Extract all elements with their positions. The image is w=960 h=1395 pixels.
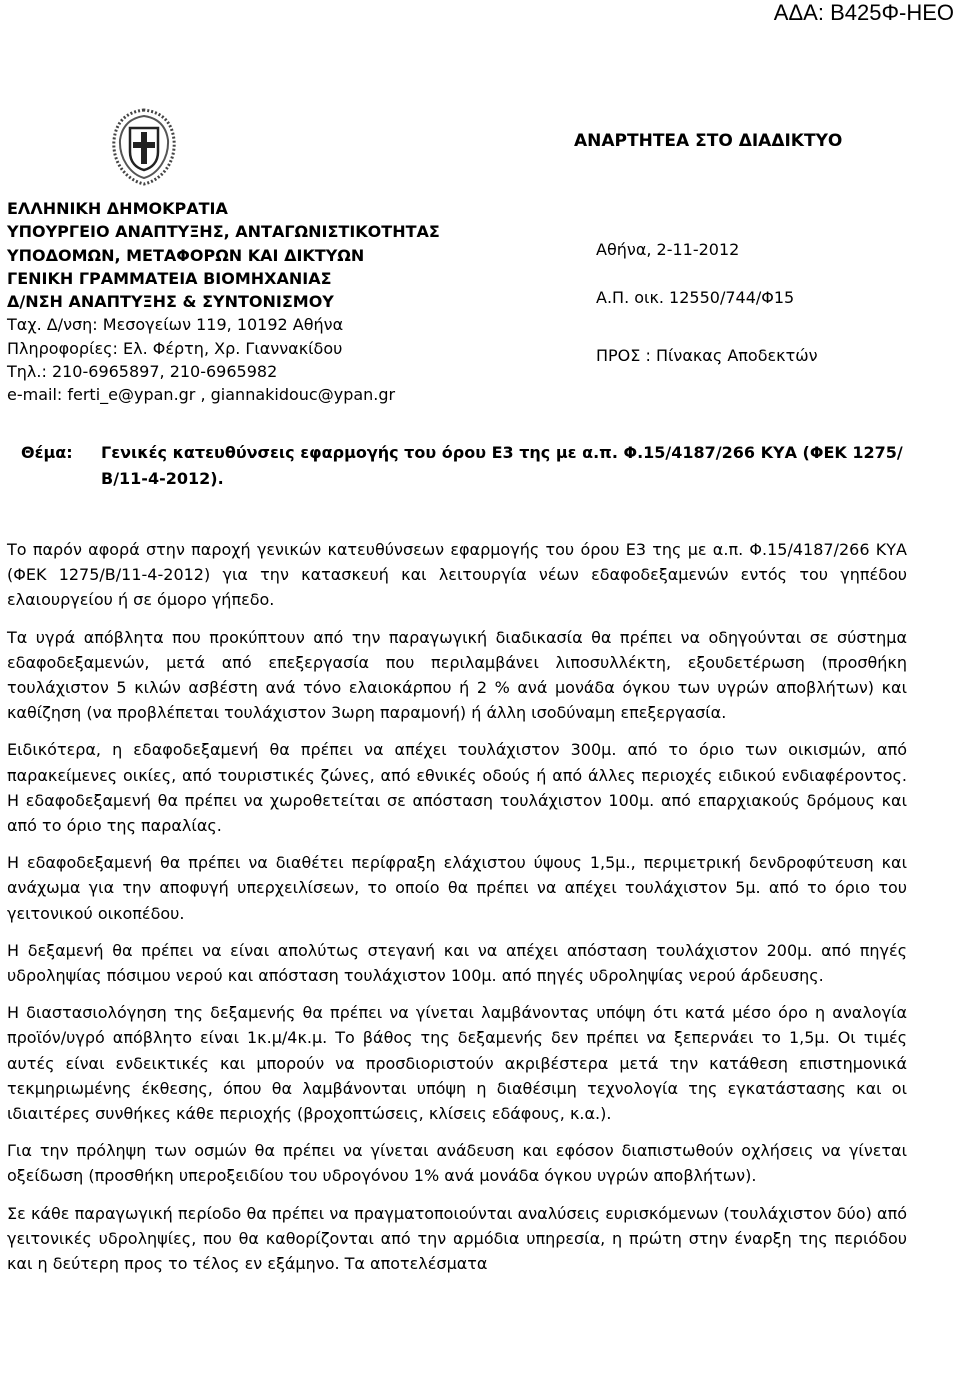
body-paragraph: Τα υγρά απόβλητα που προκύπτουν από την παραγωγική διαδικασία θα πρέπει να οδηγούνται σε σύστημα εδαφοδεξαμενών, μετά από επεξεργασία που περιλαμβάνει λιποσυλλέκτη, εξουδετέρωση (προσθήκη τουλάχιστον 5 κιλών ασβέστη ανά τόνο ελαιοκάρπου ή 2 % ανά μονάδα όγκου των υγρών αποβλήτων) και καθίζηση (να προβλέπεται τουλάχιστον 3ωρη παραμονή) ή άλλη ισοδύναμη επεξεργασία.	[7, 627, 907, 723]
contact-line: Πληροφορίες: Ελ. Φέρτη, Χρ. Γιαννακίδου	[7, 338, 343, 358]
body-paragraph: Ειδικότερα, η εδαφοδεξαμενή θα πρέπει να απέχει τουλάχιστον 300μ. από το όριο των οικισμών, από παρακείμενες οικίες, από τουριστικές ζώνες, από εθνικές οδούς ή από άλλες περιοχές ειδικού ενδιαφέροντος. Η εδαφοδεξαμενή θα πρέπει να χωροθετείται σε απόσταση τουλάχιστον 100μ. από επαρχιακούς δρόμους και από το όριο της παραλίας.	[7, 740, 907, 836]
sender-line: Δ/ΝΣΗ ΑΝΑΠΤΥΞΗΣ & ΣΥΝΤΟΝΙΣΜΟΥ	[7, 292, 334, 312]
posting-notice: ΑΝΑΡΤΗΤΕΑ ΣΤΟ ΔΙΑΔΙΚΤΥΟ	[574, 131, 843, 151]
email-line: e-mail: ferti_e@ypan.gr , giannakidouc@ypan.gr	[7, 385, 396, 405]
greek-coat-of-arms-icon	[108, 106, 180, 186]
body-paragraph: Η διαστασιολόγηση της δεξαμενής θα πρέπει να γίνεται λαμβάνοντας υπόψη ότι κατά μέσο όρο η αναλογία προϊόν/υγρό απόβλητο είναι 1κ.μ/4κ.μ. Το βάθος της δεξαμενής δεν πρέπει να ξεπερνάει το 1,5μ. Οι τιμές αυτές είναι ενδεικτικές και μπορούν να προσδιοριστούν ακριβέστερα μετά την κατάθεση επιστημονικά τεκμηριωμένης έκθεσης, όπου θα λαμβάνονται υπόψη η διαθέσιμη τεχνολογία της εγκατάστασης και οι ιδιαιτέρες συνθήκες κάθε περιοχής (βροχοπτώσεις, κλίσεις εδάφους, κ.α.).	[7, 1003, 907, 1124]
body-paragraph: Σε κάθε παραγωγική περίοδο θα πρέπει να πραγματοποιούνται αναλύσεις ευρισκόμενων (τουλάχιστον δύο) από γειτονικές υδροληψίες, που θα καθορίζονται από την αρμόδια υπηρεσία, η πρώτη στην έναρξη της περιόδου και η δεύτερη προς το τέλος εν εξάμηνο. Τα αποτελέσματα	[7, 1203, 907, 1274]
sender-line: ΕΛΛΗΝΙΚΗ ΔΗΜΟΚΡΑΤΙΑ	[7, 199, 228, 218]
body-paragraph: Το παρόν αφορά στην παροχή γενικών κατευθύνσεων εφαρμογής του όρου Ε3 της με α.π. Φ.15/4187/266 ΚΥΑ (ΦΕΚ 1275/Β/11-4-2012) για την κατασκευή και λειτουργία νέων εδαφοδεξαμενών εντός του γηπέδου ελαιουργείου ή σε όμορο γήπεδο.	[7, 540, 907, 610]
sender-line: ΓΕΝΙΚΗ ΓΡΑΜΜΑΤΕΙΑ ΒΙΟΜΗΧΑΝΙΑΣ	[7, 268, 332, 288]
recipient: ΠΡΟΣ : Πίνακας Αποδεκτών	[596, 346, 818, 365]
subject-label: Θέμα:	[21, 443, 73, 462]
document-date: Αθήνα, 2-11-2012	[596, 240, 740, 259]
sender-line: ΥΠΟΔΟΜΩΝ, ΜΕΤΑΦΟΡΩΝ ΚΑΙ ΔΙΚΤΥΩΝ	[7, 245, 365, 265]
body-paragraph: Για την πρόληψη των οσμών θα πρέπει να γίνεται ανάδευση και εφόσον διαπιστωθούν οχλήσεις να γίνεται οξείδωση (προσθήκη υπεροξειδίου του υδρογόνου 1% ανά μονάδα όγκου υγρών αποβλήτων).	[7, 1141, 907, 1186]
phone-line: Τηλ.: 210-6965897, 210-6965982	[7, 362, 278, 382]
sender-block	[7, 197, 440, 407]
protocol-number: Α.Π. οικ. 12550/744/Φ15	[596, 288, 795, 307]
body-paragraph: Η δεξαμενή θα πρέπει να είναι απολύτως στεγανή και να απέχει απόσταση τουλάχιστον 200μ. από πηγές υδροληψίας πόσιμου νερού και απόσταση τουλάχιστον 100μ. από πηγές υδροληψίας νερού άρδευσης.	[7, 940, 907, 986]
ada-code: ΑΔΑ: Β425Φ-ΗΕΟ	[773, 0, 954, 25]
body-paragraph: Η εδαφοδεξαμενή θα πρέπει να διαθέτει περίφραξη ελάχιστου ύψους 1,5μ., περιμετρική δενδροφύτευση και ανάχωμα για την αποφυγή υπερχειλίσεων, το οποίο θα πρέπει να απέχει τουλάχιστον 5μ. από το όριο του γειτονικού οικοπέδου.	[7, 853, 907, 923]
document-body	[7, 537, 907, 1288]
subject-text: Γενικές κατευθύνσεις εφαρμογής του όρου Ε3 της με α.π. Φ.15/4187/266 ΚΥΑ (ΦΕΚ 1275/Β/11-4-2012).	[101, 443, 903, 488]
sender-line: ΥΠΟΥΡΓΕΙΟ ΑΝΑΠΤΥΞΗΣ, ΑΝΤΑΓΩΝΙΣΤΙΚΟΤΗΤΑΣ	[7, 222, 440, 242]
address-line: Ταχ. Δ/νση: Μεσογείων 119, 10192 Αθήνα	[7, 315, 344, 335]
